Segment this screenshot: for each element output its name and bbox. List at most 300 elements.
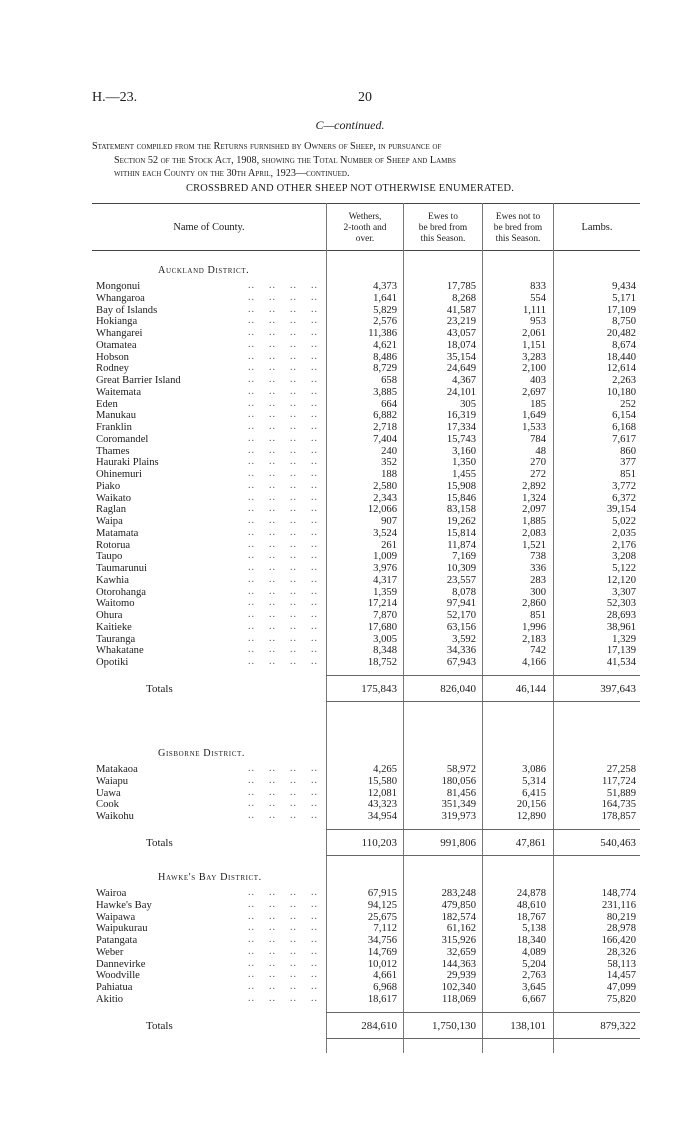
table-cell: 34,336 — [446, 645, 476, 657]
leader-dots: .. .. .. .. — [248, 644, 318, 656]
table-cell: 7,617 — [612, 433, 636, 445]
leader-dots: .. .. .. .. — [248, 468, 318, 479]
county-name: Kaitieke — [96, 621, 132, 633]
table-cell: 75,820 — [606, 993, 636, 1005]
table-cell: 5,829 — [373, 304, 397, 316]
table-cell: 12,066 — [367, 504, 397, 516]
table-cell: 11,386 — [368, 328, 397, 339]
table-cell: 188 — [381, 469, 397, 480]
table-cell: 178,857 — [601, 811, 636, 822]
table-cell: 8,078 — [452, 586, 476, 598]
county-name: Bay of Islands — [96, 304, 158, 316]
table-cell: 240 — [381, 445, 397, 457]
county-name: Franklin — [96, 422, 132, 433]
totals-label: Totals — [146, 837, 173, 849]
table-cell: 283,248 — [441, 888, 476, 899]
table-cell: 29,939 — [446, 970, 476, 982]
table-cell: 18,617 — [367, 993, 397, 1005]
table-cell: 34,756 — [367, 935, 397, 946]
table-cell: 2,343 — [373, 492, 397, 504]
table-cell: 300 — [530, 586, 546, 598]
table-cell: 24,101 — [446, 386, 476, 398]
col-wethers-line-2: 2-tooth and — [343, 223, 387, 233]
table-cell: 3,645 — [522, 982, 546, 993]
table-cell: 1,350 — [452, 457, 476, 469]
statement-title — [92, 140, 644, 181]
leader-dots: .. .. .. .. — [248, 550, 318, 562]
county-name: Taumarunui — [96, 563, 148, 574]
county-name: Kawhia — [96, 574, 129, 586]
leader-dots: .. .. .. .. — [248, 409, 318, 421]
table-cell: 12,890 — [516, 811, 546, 822]
table-cell: 97,941 — [446, 598, 476, 610]
table-cell: 10,180 — [606, 386, 636, 398]
table-cell: 851 — [530, 610, 546, 621]
table-cell: 4,367 — [452, 375, 476, 386]
leader-dots: .. .. .. .. — [248, 656, 318, 667]
table-cell: 3,976 — [373, 563, 397, 574]
leader-dots: .. .. .. .. — [248, 763, 318, 774]
table-cell: 7,169 — [452, 551, 476, 563]
county-name: Thames — [96, 445, 130, 457]
leader-dots: .. .. .. .. — [248, 421, 318, 432]
leader-dots: .. .. .. .. — [248, 491, 318, 503]
table-cell: 6,372 — [612, 492, 636, 504]
county-name: Hauraki Plains — [96, 457, 159, 469]
table-cell: 18,440 — [606, 351, 636, 363]
table-cell: 3,005 — [373, 633, 397, 645]
table-cell: 305 — [460, 398, 476, 410]
totals-cell: 826,040 — [440, 683, 476, 695]
table-cell: 8,348 — [373, 645, 397, 657]
table-cell: 1,151 — [522, 339, 546, 351]
table-cell: 738 — [530, 551, 546, 563]
table-cell: 38,961 — [606, 621, 636, 633]
statement-line-2: Section 52 of the Stock Act, 1908, showing the Total Number of Sheep and Lambs — [114, 154, 456, 166]
table-cell: 43,323 — [367, 799, 397, 811]
table-cell: 4,265 — [373, 764, 397, 775]
totals-rule — [326, 829, 640, 830]
county-name: Whangaroa — [96, 292, 145, 304]
leader-dots: .. .. .. .. — [248, 503, 318, 515]
table-cell: 15,908 — [446, 480, 476, 492]
table-cell: 19,262 — [446, 516, 476, 527]
table-cell: 315,926 — [441, 935, 476, 946]
table-cell: 4,166 — [522, 657, 546, 668]
totals-cell: 47,861 — [515, 837, 546, 849]
totals-bottom-rule — [326, 855, 640, 856]
table-cell: 80,219 — [606, 911, 636, 923]
col-lambs-header: Lambs. — [581, 222, 613, 233]
table-cell: 2,580 — [373, 480, 397, 492]
col-ewes-not-line-1: Ewes not to — [495, 212, 541, 222]
table-cell: 23,219 — [446, 316, 476, 328]
table-cell: 164,735 — [601, 799, 636, 811]
table-cell: 2,176 — [612, 539, 636, 551]
col-ewes-line-3: this Season. — [420, 234, 466, 244]
table-cell: 67,915 — [367, 888, 397, 899]
table-cell: 52,170 — [446, 610, 476, 621]
leader-dots: .. .. .. .. — [248, 585, 318, 597]
table-cell: 4,373 — [373, 281, 397, 292]
totals-cell: 1,750,130 — [432, 1019, 476, 1032]
table-cell: 252 — [620, 398, 636, 410]
leader-dots: .. .. .. .. — [248, 350, 318, 362]
table-cell: 2,035 — [612, 527, 636, 539]
table-cell: 2,100 — [522, 363, 546, 375]
county-name: Waitomo — [96, 598, 135, 610]
table-cell: 2,263 — [612, 375, 636, 386]
leader-dots: .. .. .. .. — [248, 969, 318, 981]
county-name: Uawa — [96, 787, 121, 799]
table-cell: 3,772 — [612, 480, 636, 492]
column-rule-4 — [553, 203, 554, 1053]
totals-cell: 138,101 — [510, 1019, 546, 1032]
county-name: Coromandel — [96, 433, 149, 445]
table-cell: 58,972 — [446, 764, 476, 775]
table-cell: 6,968 — [373, 982, 397, 993]
leader-dots: .. .. .. .. — [248, 609, 318, 620]
leader-dots: .. .. .. .. — [248, 374, 318, 385]
leader-dots: .. .. .. .. — [248, 898, 318, 910]
table-cell: 4,089 — [522, 946, 546, 958]
county-name: Akitio — [96, 993, 124, 1005]
table-cell: 32,659 — [446, 946, 476, 958]
col-wethers-header — [327, 212, 403, 245]
county-name: Whangarei — [96, 328, 143, 339]
totals-cell: 284,610 — [361, 1019, 397, 1032]
table-cell: 14,457 — [606, 970, 636, 982]
table-cell: 15,743 — [446, 433, 476, 445]
totals-label: Totals — [146, 1019, 173, 1032]
table-cell: 18,767 — [516, 911, 546, 923]
table-cell: 41,534 — [606, 657, 636, 668]
table-cell: 24,649 — [446, 363, 476, 375]
table-cell: 664 — [381, 398, 397, 410]
totals-bottom-rule — [326, 1038, 640, 1039]
table-cell: 1,111 — [522, 304, 546, 316]
col-ewes-not-header — [483, 212, 553, 245]
table-cell: 48 — [535, 445, 546, 457]
totals-rule — [326, 1012, 640, 1013]
table-cell: 81,456 — [446, 787, 476, 799]
table-cell: 5,022 — [612, 516, 636, 527]
table-cell: 336 — [530, 563, 546, 574]
table-cell: 8,486 — [373, 351, 397, 363]
table-cell: 14,769 — [367, 946, 397, 958]
table-cell: 185 — [530, 398, 546, 410]
table-cell: 953 — [530, 316, 546, 328]
table-cell: 6,882 — [373, 410, 397, 422]
county-name: Waitemata — [96, 386, 142, 398]
table-cell: 3,283 — [522, 351, 546, 363]
leader-dots: .. .. .. .. — [248, 526, 318, 538]
leader-dots: .. .. .. .. — [248, 562, 318, 573]
table-cell: 39,154 — [606, 504, 636, 516]
col-ewes-not-line-3: this Season. — [495, 234, 541, 244]
totals-rule — [326, 675, 640, 676]
table-cell: 61,162 — [446, 923, 476, 935]
leader-dots: .. .. .. .. — [248, 810, 318, 821]
table-cell: 28,326 — [606, 946, 636, 958]
table-cell: 3,885 — [373, 386, 397, 398]
statement-line-1: Statement compiled from the Returns furnished by Owners of Sheep, in pursuance of — [92, 141, 442, 152]
leader-dots: .. .. .. .. — [248, 632, 318, 644]
county-name: Waiapu — [96, 775, 129, 787]
table-cell: 2,576 — [373, 316, 397, 328]
table-cell: 4,621 — [373, 339, 397, 351]
leader-dots: .. .. .. .. — [248, 280, 318, 291]
table-cell: 3,086 — [522, 764, 546, 775]
table-cell: 18,340 — [516, 935, 546, 946]
table-cell: 270 — [530, 457, 546, 469]
leader-dots: .. .. .. .. — [248, 479, 318, 491]
table-cell: 182,574 — [441, 911, 476, 923]
table-cell: 94,125 — [367, 899, 397, 911]
county-name: Otorohanga — [96, 586, 147, 598]
table-cell: 16,319 — [446, 410, 476, 422]
table-cell: 25,675 — [367, 911, 397, 923]
table-cell: 860 — [620, 445, 636, 457]
table-cell: 3,592 — [452, 633, 476, 645]
table-cell: 2,718 — [373, 422, 397, 433]
leader-dots: .. .. .. .. — [248, 362, 318, 374]
table-cell: 351,349 — [441, 799, 476, 811]
county-name: Eden — [96, 398, 118, 410]
table-cell: 784 — [530, 433, 546, 445]
table-subtitle: CROSSBRED AND OTHER SHEEP NOT OTHERWISE ENUMERATED. — [186, 183, 514, 194]
table-cell: 8,674 — [612, 339, 636, 351]
leader-dots: .. .. .. .. — [248, 444, 318, 456]
table-cell: 352 — [381, 457, 397, 469]
table-cell: 1,455 — [452, 469, 476, 480]
county-name: Wairoa — [96, 888, 127, 899]
table-cell: 1,324 — [522, 492, 546, 504]
table-cell: 231,116 — [601, 899, 636, 911]
table-cell: 8,750 — [612, 316, 636, 328]
county-name: Tauranga — [96, 633, 136, 645]
table-cell: 34,954 — [367, 811, 397, 822]
table-cell: 166,420 — [601, 935, 636, 946]
col-wethers-line-1: Wethers, — [348, 212, 382, 222]
county-name: Mongonui — [96, 281, 141, 292]
table-cell: 261 — [381, 539, 397, 551]
leader-dots: .. .. .. .. — [248, 397, 318, 409]
table-cell: 319,973 — [441, 811, 476, 822]
report-reference: H.—23. — [92, 90, 138, 105]
totals-cell: 991,806 — [440, 837, 476, 849]
leader-dots: .. .. .. .. — [248, 887, 318, 898]
county-name: Waikohu — [96, 811, 134, 822]
table-cell: 52,303 — [606, 598, 636, 610]
table-cell: 67,943 — [446, 657, 476, 668]
table-cell: 742 — [530, 645, 546, 657]
leader-dots: .. .. .. .. — [248, 291, 318, 303]
table-cell: 4,317 — [373, 574, 397, 586]
table-cell: 283 — [530, 574, 546, 586]
table-cell: 5,204 — [522, 958, 546, 970]
table-cell: 102,340 — [441, 982, 476, 993]
table-cell: 5,138 — [522, 923, 546, 935]
table-cell: 1,329 — [612, 633, 636, 645]
table-cell: 63,156 — [446, 621, 476, 633]
page-number: 20 — [358, 90, 372, 105]
table-cell: 5,314 — [522, 775, 546, 787]
table-cell: 144,363 — [441, 958, 476, 970]
table-cell: 10,309 — [446, 563, 476, 574]
table-cell: 2,860 — [522, 598, 546, 610]
totals-cell: 879,322 — [600, 1019, 636, 1032]
table-cell: 12,614 — [606, 363, 636, 375]
table-cell: 20,156 — [516, 799, 546, 811]
leader-dots: .. .. .. .. — [248, 945, 318, 957]
table-cell: 15,580 — [367, 775, 397, 787]
leader-dots: .. .. .. .. — [248, 315, 318, 327]
table-cell: 15,846 — [446, 492, 476, 504]
table-cell: 12,081 — [367, 787, 397, 799]
district-heading: Hawke's Bay District. — [158, 872, 262, 883]
table-cell: 58,113 — [607, 958, 636, 970]
table-cell: 1,996 — [522, 621, 546, 633]
table-cell: 17,139 — [606, 645, 636, 657]
col-ewes-header — [404, 212, 482, 245]
leader-dots: .. .. .. .. — [248, 798, 318, 810]
table-cell: 51,889 — [606, 787, 636, 799]
county-name: Great Barrier Island — [96, 375, 181, 386]
leader-dots: .. .. .. .. — [248, 620, 318, 632]
leader-dots: .. .. .. .. — [248, 338, 318, 350]
leader-dots: .. .. .. .. — [248, 957, 318, 969]
table-top-rule — [92, 203, 640, 204]
table-cell: 17,109 — [606, 304, 636, 316]
table-cell: 2,083 — [522, 527, 546, 539]
table-cell: 2,697 — [522, 386, 546, 398]
table-cell: 27,258 — [606, 764, 636, 775]
leader-dots: .. .. .. .. — [248, 981, 318, 992]
table-cell: 833 — [530, 281, 546, 292]
table-cell: 6,667 — [522, 993, 546, 1005]
county-name: Matamata — [96, 527, 139, 539]
table-cell: 377 — [620, 457, 636, 469]
table-cell: 272 — [530, 469, 546, 480]
table-cell: 18,074 — [446, 339, 476, 351]
table-cell: 15,814 — [446, 527, 476, 539]
table-cell: 47,099 — [606, 982, 636, 993]
totals-cell: 46,144 — [515, 683, 546, 695]
table-cell: 2,061 — [522, 328, 546, 339]
table-cell: 479,850 — [441, 899, 476, 911]
table-cell: 8,268 — [452, 292, 476, 304]
table-cell: 1,009 — [373, 551, 397, 563]
leader-dots: .. .. .. .. — [248, 910, 318, 922]
leader-dots: .. .. .. .. — [248, 992, 318, 1004]
county-name: Otamatea — [96, 339, 137, 351]
table-cell: 118,069 — [441, 993, 476, 1005]
table-cell: 83,158 — [446, 504, 476, 516]
table-cell: 17,334 — [446, 422, 476, 433]
table-cell: 180,056 — [441, 775, 476, 787]
totals-cell: 175,843 — [361, 683, 397, 695]
col-ewes-line-1: Ewes to — [428, 212, 458, 222]
leader-dots: .. .. .. .. — [248, 515, 318, 526]
leader-dots: .. .. .. .. — [248, 597, 318, 609]
table-cell: 2,097 — [522, 504, 546, 516]
county-name: Matakaoa — [96, 764, 138, 775]
leader-dots: .. .. .. .. — [248, 774, 318, 786]
table-cell: 17,785 — [446, 281, 476, 292]
leader-dots: .. .. .. .. — [248, 303, 318, 315]
county-name: Hobson — [96, 351, 129, 363]
table-cell: 17,680 — [367, 621, 397, 633]
leader-dots: .. .. .. .. — [248, 934, 318, 945]
table-cell: 3,208 — [612, 551, 636, 563]
leader-dots: .. .. .. .. — [248, 573, 318, 585]
table-cell: 20,482 — [606, 328, 636, 339]
county-name: Waipa — [96, 516, 123, 527]
county-name: Woodville — [96, 970, 140, 982]
leader-dots: .. .. .. .. — [248, 327, 318, 338]
table-cell: 7,404 — [373, 433, 397, 445]
table-cell: 11,874 — [447, 539, 476, 551]
county-name: Rotorua — [96, 539, 131, 551]
col-name-header: Name of County. — [173, 222, 245, 233]
table-cell: 6,154 — [612, 410, 636, 422]
leader-dots: .. .. .. .. — [248, 432, 318, 444]
table-cell: 3,524 — [373, 527, 397, 539]
table-cell: 35,154 — [446, 351, 476, 363]
table-cell: 4,661 — [373, 970, 397, 982]
district-heading: Gisborne District. — [158, 748, 246, 759]
county-name: Waikato — [96, 492, 132, 504]
table-cell: 23,557 — [446, 574, 476, 586]
table-cell: 24,878 — [516, 888, 546, 899]
col-ewes-not-line-2: be bred from — [493, 223, 543, 233]
table-cell: 5,171 — [612, 292, 636, 304]
county-name: Raglan — [96, 504, 127, 516]
table-cell: 41,587 — [446, 304, 476, 316]
county-name: Opotiki — [96, 657, 129, 668]
totals-bottom-rule — [326, 701, 640, 702]
table-cell: 7,112 — [373, 923, 397, 935]
table-cell: 1,533 — [522, 422, 546, 433]
table-cell: 148,774 — [601, 888, 636, 899]
district-heading: Auckland District. — [158, 265, 250, 276]
county-name: Hokianga — [96, 316, 138, 328]
table-cell: 1,649 — [522, 410, 546, 422]
county-name: Whakatane — [96, 645, 144, 657]
table-cell: 851 — [620, 469, 636, 480]
county-name: Patangata — [96, 935, 138, 946]
table-cell: 18,752 — [367, 657, 397, 668]
county-name: Ohura — [96, 610, 123, 621]
county-name: Pahiatua — [96, 982, 133, 993]
table-cell: 3,160 — [452, 445, 476, 457]
table-cell: 2,892 — [522, 480, 546, 492]
leader-dots: .. .. .. .. — [248, 385, 318, 397]
table-cell: 7,870 — [373, 610, 397, 621]
table-cell: 12,120 — [606, 574, 636, 586]
table-cell: 1,641 — [373, 292, 397, 304]
statement-line-3: within each County on the 30th April, 1923—continued. — [114, 168, 350, 179]
table-cell: 6,415 — [522, 787, 546, 799]
table-cell: 117,724 — [601, 775, 636, 787]
county-name: Dannevirke — [96, 958, 146, 970]
table-cell: 658 — [381, 375, 397, 386]
header-bottom-rule — [92, 250, 640, 251]
leader-dots: .. .. .. .. — [248, 922, 318, 934]
table-cell: 403 — [530, 375, 546, 386]
totals-cell: 540,463 — [600, 837, 636, 849]
